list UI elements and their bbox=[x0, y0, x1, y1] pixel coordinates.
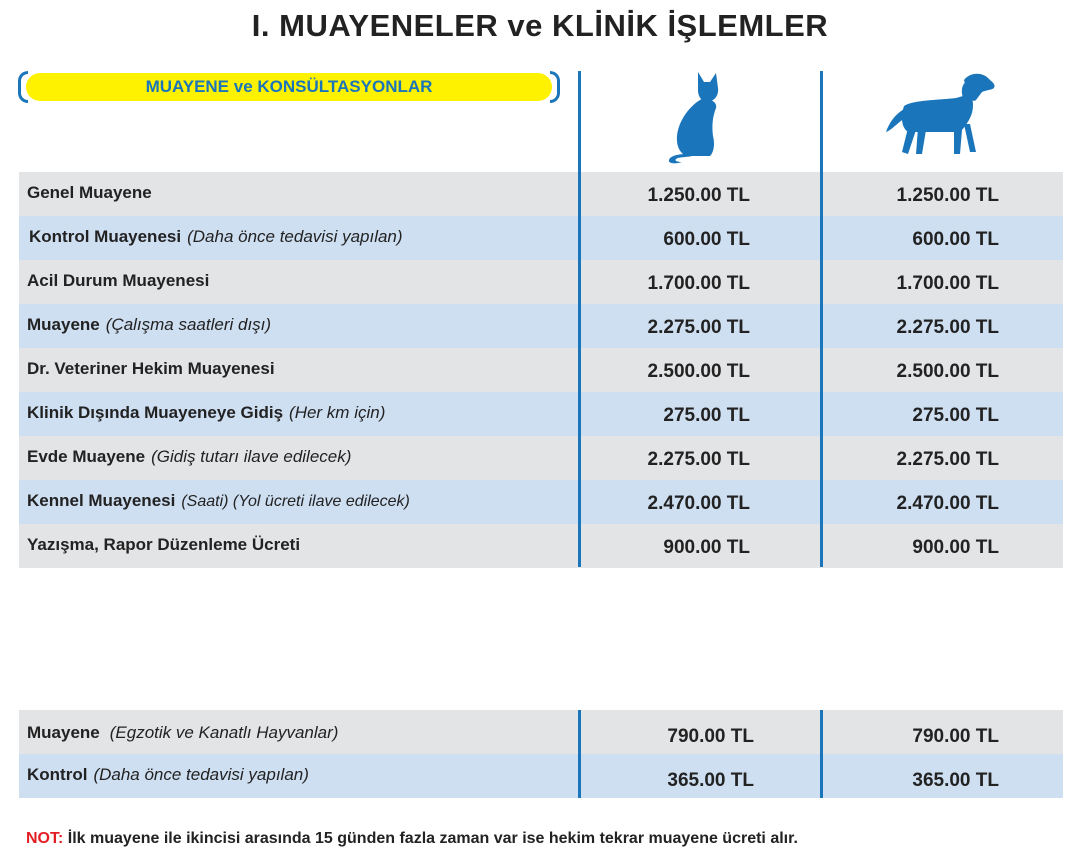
cat-price: 2.500.00 TL bbox=[647, 361, 750, 382]
cat-price: 900.00 TL bbox=[663, 537, 750, 558]
cat-price: 1.700.00 TL bbox=[647, 273, 750, 294]
row-label bbox=[27, 723, 338, 743]
service-name: Yazışma, Rapor Düzenleme Ücreti bbox=[27, 535, 301, 554]
row-label bbox=[27, 183, 152, 203]
service-name: Klinik Dışında Muayeneye Gidiş bbox=[27, 403, 284, 422]
dog-icon bbox=[884, 70, 996, 158]
dog-price: 2.470.00 TL bbox=[896, 493, 999, 514]
cat-price: 2.470.00 TL bbox=[647, 493, 750, 514]
row-label bbox=[29, 227, 403, 247]
service-name: Genel Muayene bbox=[27, 183, 152, 202]
cat-price: 790.00 TL bbox=[667, 726, 754, 747]
bracket-right bbox=[550, 71, 560, 103]
table-row bbox=[19, 304, 1063, 348]
dog-price: 790.00 TL bbox=[912, 726, 999, 747]
table-row bbox=[19, 480, 1063, 524]
service-note: (Gidiş tutarı ilave edilecek) bbox=[151, 447, 352, 466]
service-name: Kontrol Muayenesi bbox=[29, 227, 182, 246]
table-row bbox=[19, 436, 1063, 480]
service-note: (Her km için) bbox=[289, 403, 386, 422]
column-divider bbox=[820, 172, 823, 567]
dog-price: 2.275.00 TL bbox=[896, 317, 999, 338]
dog-price: 1.250.00 TL bbox=[896, 185, 999, 206]
column-divider bbox=[578, 172, 581, 567]
service-name: Dr. Veteriner Hekim Muayenesi bbox=[27, 359, 275, 378]
page-title: I. MUAYENELER ve KLİNİK İŞLEMLER bbox=[251, 8, 829, 43]
table-row bbox=[19, 348, 1063, 392]
service-note: (Saati) (Yol ücreti ilave edilecek) bbox=[181, 493, 410, 510]
service-note: (Çalışma saatleri dışı) bbox=[105, 315, 272, 334]
dog-price: 2.500.00 TL bbox=[896, 361, 999, 382]
row-label bbox=[27, 403, 385, 423]
service-name: Kontrol bbox=[27, 765, 88, 784]
cat-price: 2.275.00 TL bbox=[647, 449, 750, 470]
footnote-text: İlk muayene ile ikincisi arasında 15 günden fazla zaman var ise hekim tekrar muayene ücreti alır. bbox=[67, 830, 798, 847]
column-divider bbox=[820, 710, 823, 798]
cat-price: 600.00 TL bbox=[663, 229, 750, 250]
row-label bbox=[27, 359, 275, 379]
table-row bbox=[19, 216, 1063, 260]
table-row bbox=[19, 260, 1063, 304]
service-name: Muayene bbox=[27, 315, 100, 334]
row-label bbox=[27, 491, 410, 511]
dog-price: 1.700.00 TL bbox=[896, 273, 999, 294]
service-name: Muayene bbox=[27, 723, 100, 742]
dog-price: 2.275.00 TL bbox=[896, 449, 999, 470]
section-header bbox=[18, 71, 560, 105]
row-label bbox=[27, 315, 271, 335]
dog-price: 365.00 TL bbox=[912, 770, 999, 791]
service-note: (Daha önce tedavisi yapılan) bbox=[187, 227, 403, 246]
section-pill-fill bbox=[26, 73, 552, 101]
service-name: Acil Durum Muayenesi bbox=[27, 271, 210, 290]
cat-price: 275.00 TL bbox=[663, 405, 750, 426]
table-row bbox=[19, 524, 1063, 568]
cat-price: 1.250.00 TL bbox=[647, 185, 750, 206]
footnote-lead: NOT: bbox=[26, 830, 64, 847]
table-row bbox=[19, 172, 1063, 216]
dog-price: 900.00 TL bbox=[912, 537, 999, 558]
service-name: Kennel Muayenesi bbox=[27, 491, 176, 510]
cat-price: 2.275.00 TL bbox=[647, 317, 750, 338]
row-label bbox=[27, 447, 351, 467]
table-row bbox=[19, 392, 1063, 436]
service-note: (Egzotik ve Kanatlı Hayvanlar) bbox=[109, 723, 339, 742]
service-note: (Daha önce tedavisi yapılan) bbox=[93, 765, 309, 784]
row-label bbox=[27, 765, 309, 785]
footnote bbox=[26, 830, 798, 848]
cat-icon bbox=[664, 70, 726, 165]
column-divider bbox=[578, 710, 581, 798]
row-label bbox=[27, 535, 300, 555]
table-row bbox=[19, 754, 1063, 798]
dog-price: 600.00 TL bbox=[912, 229, 999, 250]
row-label bbox=[27, 271, 209, 291]
dog-price: 275.00 TL bbox=[912, 405, 999, 426]
table-row bbox=[19, 710, 1063, 754]
cat-price: 365.00 TL bbox=[667, 770, 754, 791]
service-name: Evde Muayene bbox=[27, 447, 146, 466]
section-title: MUAYENE ve KONSÜLTASYONLAR bbox=[145, 77, 433, 96]
